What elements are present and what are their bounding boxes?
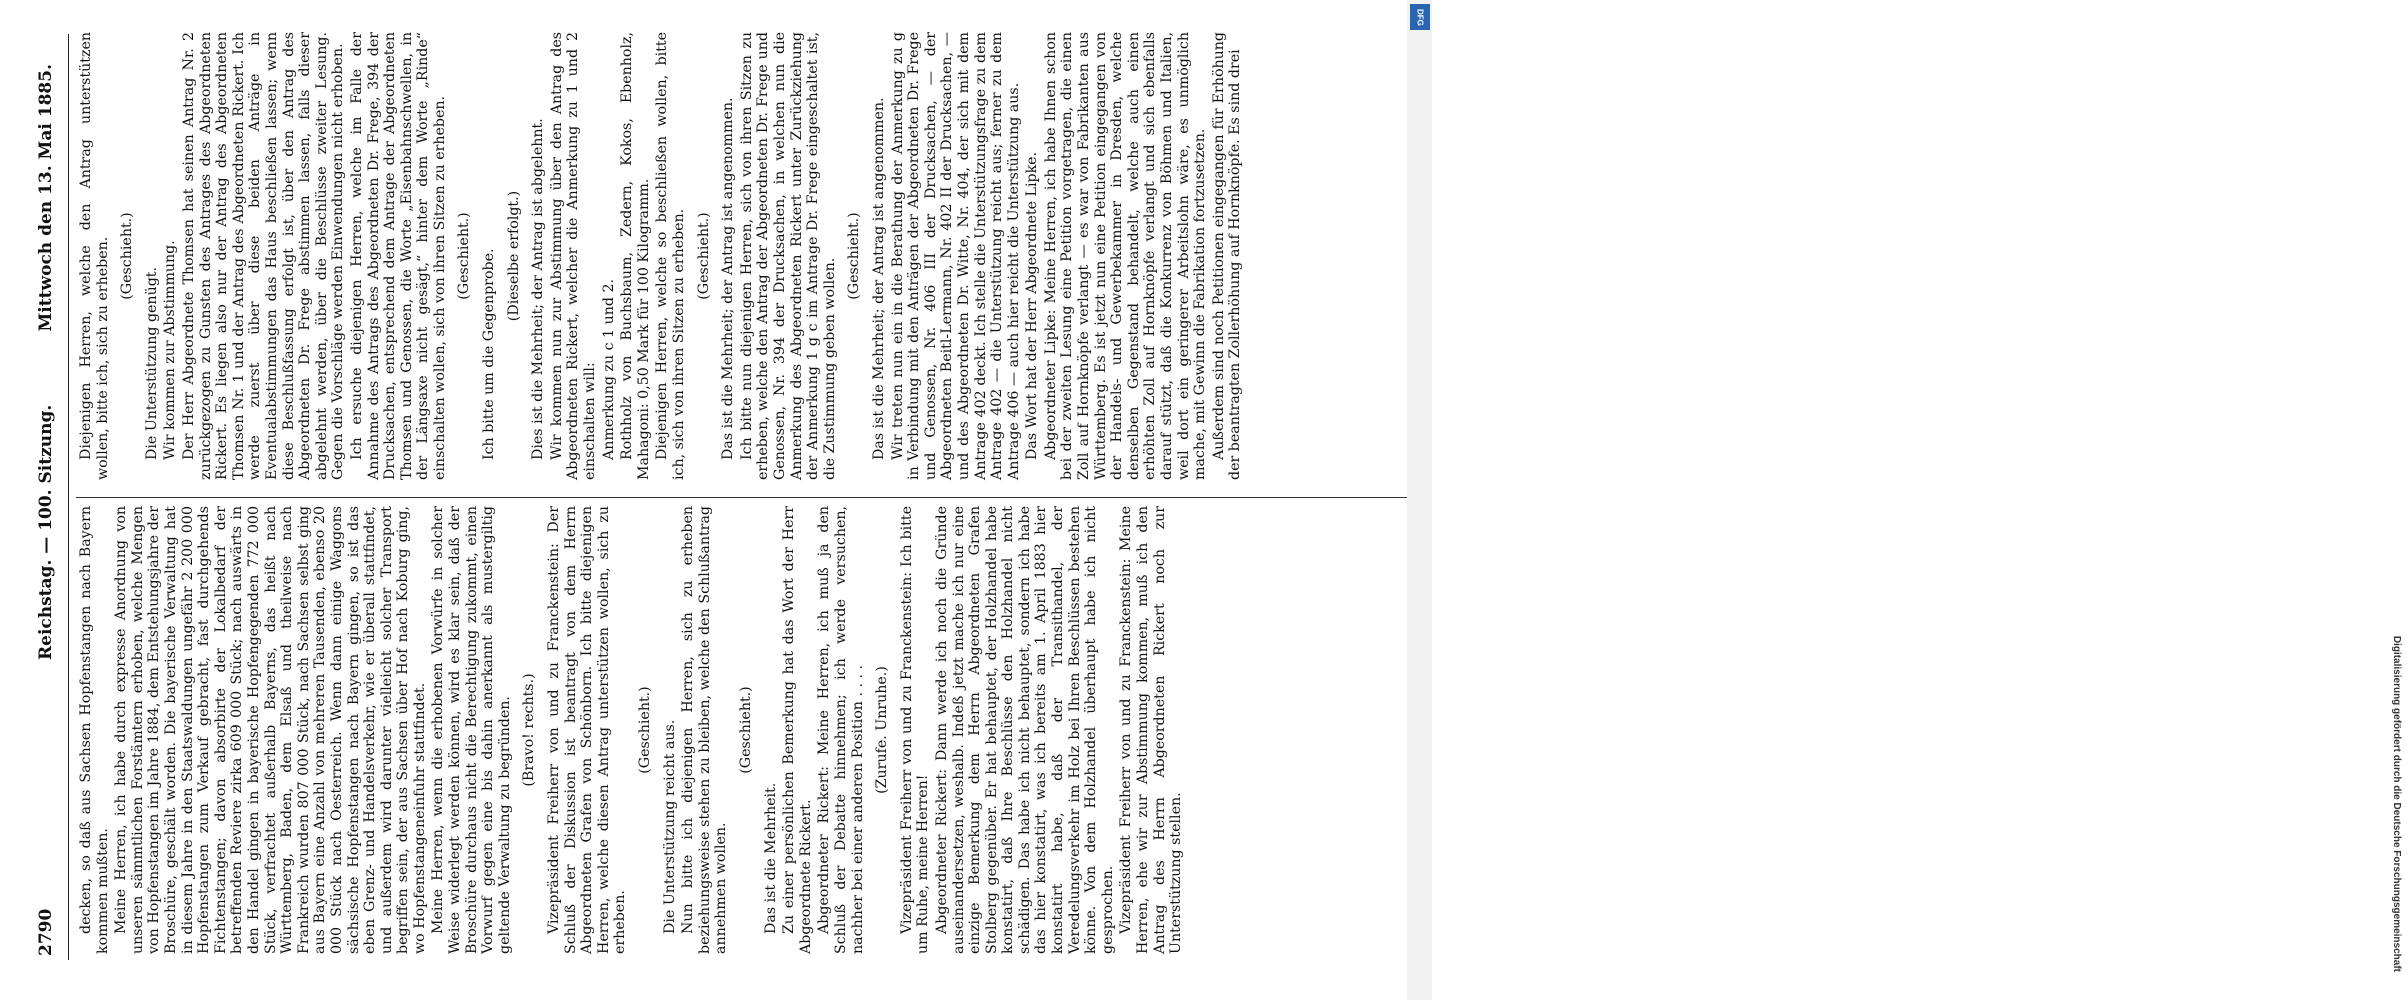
paragraph: (Geschieht.) [637, 686, 653, 774]
paragraph: Das ist die Mehrheit; der Antrag ist angenommen. [720, 97, 737, 460]
paragraph: (Geschieht.) [456, 212, 473, 300]
paragraph: Rothholz von Buchsbaum, Zedern, Kokos, Ebenholz, Mahagoni: 0,50 Mark für 100 Kilogramm. [619, 32, 652, 480]
paragraph: Meine Herren, wenn die erhobenen Vorwürfe in solcher Weise widerlegt werden können, wird es klar sein, daß der Broschüre durchaus nicht die Berechtigung zukommt, einen Vorwurf gegen eine bis dahin anerkannt als mustergiltig geltende Verwaltung zu begründen. [430, 506, 513, 954]
paragraph: (Bravo! rechts.) [521, 673, 538, 787]
paragraph: Anmerkung zu c 1 und 2. [600, 279, 617, 460]
paragraph: Vizepräsident Freiherr von und zu Franckenstein: Ich bitte um Ruhe, meine Herren! [898, 506, 932, 954]
paragraph: Vizepräsident Freiherr von und zu Franckenstein: Meine Herren, ehe wir zur Abstimmung kommen, muß ich den Antrag des Herrn Abgeordneten Rickert noch zur Unterstützung stellen. [1118, 506, 1185, 954]
paragraph: (Dieselbe erfolgt.) [505, 190, 522, 322]
paragraph: Der Herr Abgeordnete Thomsen hat seinen Antrag Nr. 2 zurückgezogen zu Gunsten des Antrages des Abgeordneten Rickert. Es liegen also nur der Antrag des Abgeordneten Thomsen Nr. 1 und der Antrag des Abgeordneten Rickert. Ich werde zuerst über diese beiden Anträge in Eventualabstimmungen das Haus beschließen lassen; wenn diese Beschlußfassung erfolgt ist, über den Antrag des Abgeordneten Dr. Frege abstimmen lassen, falls dieser abgelehnt werden, über die Beschlüsse zweiter Lesung. Gegen die Vorschläge werden Einwendungen nicht erhoben. [180, 32, 347, 480]
paragraph: Außerdem sind noch Petitionen eingegangen für Erhöhung der beantragten Zollerhöhung auf Hornknöpfe. Es sind drei [1210, 32, 1244, 480]
paragraph: decken, so daß aus Sachsen Hopfenstangen nach Bayern kommen mußten. [78, 506, 111, 954]
paragraph: (Zurufe. Unruhe.) [874, 666, 891, 794]
left-column [78, 506, 1187, 954]
paragraph: Das Wort hat der Herr Abgeordnete Lipke. [1024, 151, 1041, 460]
header-date: Mittwoch den 13. Mai 1885. [36, 64, 56, 332]
sidebar-strip [1407, 0, 2402, 1000]
paragraph: (Geschieht.) [695, 212, 712, 300]
right-column [78, 32, 1246, 480]
paragraph: (Geschieht.) [846, 212, 863, 300]
dfg-logo-icon: DFG [1410, 4, 1430, 30]
header-left-title: Reichstag. — 100. Sitzung. [36, 404, 56, 660]
paragraph: Ich ersuche diejenigen Herren, welche im Falle der Annahme des Antrags des Abgeordneten Dr. Frege, 394 der Drucksachen, entsprechend dem Antrage der Abgeordneten Thomsen und Genossen, die Worte „Eisenbahnschwellen, in der Längsaxe nicht gesägt,“ hinter dem Worte „Rinde“ einschalten wollen, sich von ihren Sitzen zu erheben. [348, 32, 448, 480]
paragraph: Das ist die Mehrheit; der Antrag ist angenommen. [870, 97, 887, 460]
column-divider [76, 497, 1426, 498]
paragraph: Wir treten nun ein in die Berathung der Anmerkung zu g in Verbindung mit den Anträgen der Abgeordneten Dr. Frege und Genossen, Nr. 406 III der Drucksachen, — der Abgeordneten Beitl-Lermann, Nr. 402 II der Drucksachen, — und des Abgeordneten Dr. Witte, Nr. 404, der sich mit dem Antrage 402 deckt. Ich stelle die Unterstützungsfrage zu dem Antrage 402 — die Unterstützung reicht aus; ferner zu dem Antrage 406 — auch hier reicht die Unterstützung aus. [889, 32, 1022, 480]
paragraph: Abgeordneter Rickert: Meine Herren, ich muß ja den Schluß der Debatte hinnehmen; ich werde versuchen, nachher bei einer anderen Position . . . . [816, 506, 866, 954]
paragraph: Dies ist die Mehrheit; der Antrag ist abgelehnt. [530, 118, 547, 460]
paragraph: Meine Herren, ich habe durch expresse Anordnung von unseren sämmtlichen Forstämtern erhoben, welche Mengen von Hopfenstangen im Jahre 1884, dem Entstehungsjahre der Broschüre, geschält worden. Die bayerische Verwaltung hat in diesem Jahre in den Staatswaldungen ungefähr 2 200 000 Hopfenstangen zum Verkauf gebracht, fast durchgehends Fichtenstangen; davon absorbirte der Lokalbedarf der betreffenden Reviere zirka 609 000 Stück; nach auswärts in den Handel gingen in bayerische Hopfengegenden 772 000 Stück, verfrachtet außerhalb Bayerns, das heißt nach Württemberg, Baden, dem Elsaß und theilweise nach Frankreich wurden 807 000 Stück, nach Sachsen selbst ging aus Bayern eine Anzahl von mehreren Tausenden, ebenso 20 000 Stück nach Oesterreich. Wenn dann einige Waggons sächsische Hopfenstangen nach Bayern gingen, so ist das eben Grenz- und Handelsverkehr, wie er überall stattfindet, und außerdem wird darunter vielleicht solcher Transport begriffen sein, der aus Sachsen über Hof nach Koburg ging, wo Hopfenstangeneinfuhr stattfindet. [113, 506, 428, 954]
page-number: 2790 [36, 908, 56, 956]
paragraph: Wir kommen zur Abstimmung. [162, 240, 179, 460]
paragraph: Wir kommen nun zur Abstimmung über den Antrag des Abgeordneten Rickert, welcher die Anmerkung zu 1 und 2 einschalten will: [548, 32, 599, 480]
page-header [28, 34, 69, 960]
paragraph: Zu einer persönlichen Bemerkung hat das Wort der Herr Abgeordnete Rickert. [781, 506, 814, 954]
paragraph: Die Unterstützung genügt. [143, 267, 160, 460]
paragraph: Abgeordneter Rickert: Dann werde ich noch die Gründe auseinandersetzen, weshalb. Indeß jetzt mache ich nur eine einzige Bemerkung dem Herrn Abgeordneten Grafen Stolberg gegenüber. Er hat behauptet, der Holzhandel habe konstatirt, daß Ihre Beschlüsse den Holzhandel nicht schädigen. Das habe ich nicht behauptet, sondern ich habe das hier konstatirt, was ich bereits am 1. April 1883 hier konstatirt habe, daß der Transithandel, der Veredelungsverkehr im Holz bei Ihren Beschlüssen bestehen könne. Von dem Holzhandel überhaupt habe ich nicht gesprochen. [933, 506, 1116, 954]
paragraph: Das ist die Mehrheit. [762, 782, 779, 934]
paragraph: Abgeordneter Lipke: Meine Herren, ich habe Ihnen schon bei der zweiten Lesung eine Petition vorgetragen, die einen Zoll auf Hornknöpfe verlangt — es war von Fabrikanten aus Württemberg. Es ist jetzt nun eine Petition eingegangen von der Handels- und Gewerbekammer in Dresden, welche denselben Gegenstand behandelt, welche auch einen erhöhten Zoll auf Hornknöpfe verlangt und sich ebenfalls darauf stützt, daß die Konkurrenz von Böhmen und Italien, weil dort ein geringerer Arbeitslohn wäre, es unmöglich mache, mit Gewinn die Fabrikation fortzusetzen. [1042, 32, 1209, 480]
paragraph: Nun bitte ich diejenigen Herren, sich zu erheben beziehungsweise stehen zu bleiben, welche den Schlußantrag annehmen wollen. [680, 506, 730, 954]
paragraph: (Geschieht.) [737, 686, 754, 774]
paragraph: Vizepräsident Freiherr von und zu Franckenstein: Der Schluß der Diskussion ist beantragt von dem Herrn Abgeordneten Grafen von Schönborn. Ich bitte diejenigen Herren, welche diesen Antrag unterstützen wollen, sich zu erheben. [546, 506, 629, 954]
paragraph: Diejenigen Herren, welche so beschließen wollen, bitte ich, sich von ihren Sitzen zu erheben. [654, 32, 687, 480]
paragraph: Diejenigen Herren, welche den Antrag unterstützen wollen, bitte ich, sich zu erheben. [78, 32, 111, 480]
paragraph: Die Unterstützung reicht aus. [661, 719, 678, 934]
funding-credit: Digitalisierung gefördert durch die Deutsche Forschungsgemeinschaft [2391, 635, 2402, 972]
paragraph: Ich bitte um die Gegenprobe. [481, 248, 498, 460]
paragraph: Ich bitte nun diejenigen Herren, sich von ihren Sitzen zu erheben, welche den Antrag der Abgeordneten Dr. Frege und Genossen, Nr. 394 der Drucksachen, in welchen nun die Anmerkung des Abgeordneten Rickert unter Zurückziehung der Anmerkung 1 g c im Antrage Dr. Frege eingeschaltet ist, die Zustimmung geben wollen. [738, 32, 838, 480]
paragraph: (Geschieht.) [119, 212, 136, 300]
